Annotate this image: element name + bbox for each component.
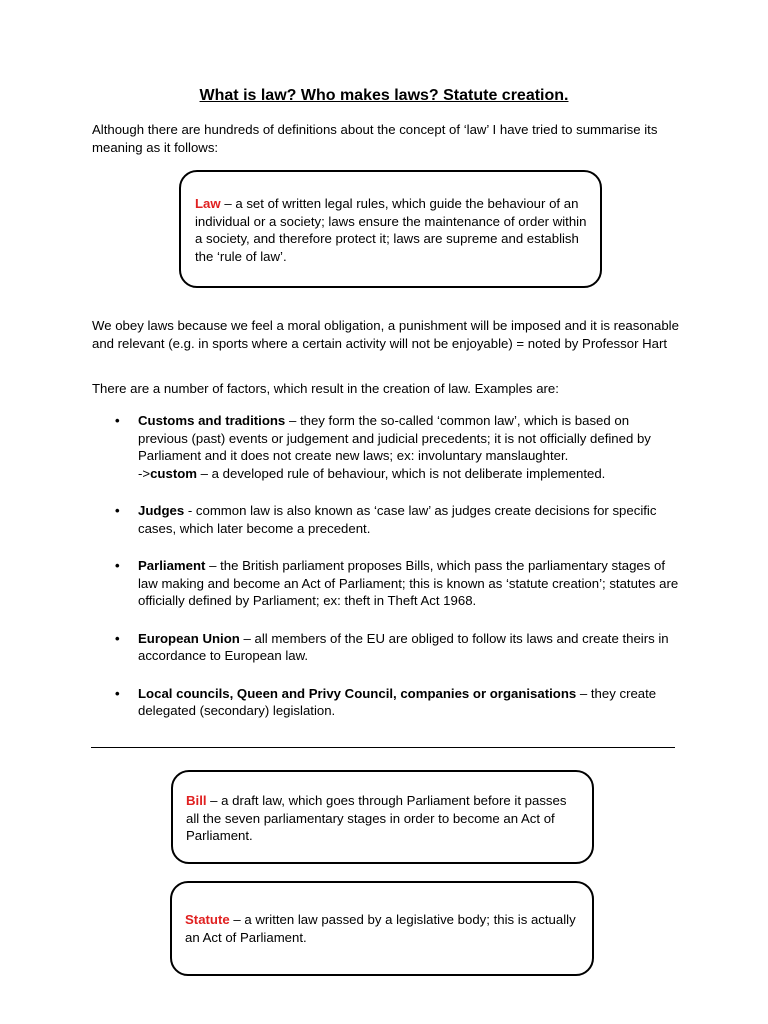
sub-heading: custom [150,465,197,481]
law-definition-box [179,170,602,288]
page-title: What is law? Who makes laws? Statute creation. [199,87,569,104]
intro-paragraph: Although there are hundreds of definitions about the concept of ‘law’ I have tried to summarise its meaning as it follows: [92,122,658,155]
obey-paragraph: We obey laws because we feel a moral obligation, a punishment will be imposed and it is reasonable and relevant (e.g. in sports where a certain activity will not be enjoyable) = noted by Professor Hart [92,318,679,351]
factor-heading: European Union [138,630,240,646]
law-definition-text [195,195,590,265]
law-definition: – a set of written legal rules, which guide the behaviour of an individual or a society; laws ensure the maintenance of order within a society, and therefore protect it; laws are supreme and establish the ‘rule of law’. [195,196,587,264]
factor-text: – they create delegated (secondary) legislation. [138,685,657,718]
bullet-icon: • [115,503,120,518]
bullet-icon: • [115,685,120,701]
bill-term: Bill [186,793,207,808]
sub-prefix: -> [138,465,151,481]
factors-list [92,412,682,740]
list-item [92,685,682,720]
sub-text: – a developed rule of behaviour, which is not deliberate implemented. [197,465,606,481]
list-item [92,412,682,482]
factor-text: – they form the so-called ‘common law’, which is based on previous (past) events or judgement and judicial precedents; it is not officially defined by Parliament and it does not create new laws; ex: involuntary manslaughter. [138,413,651,463]
statute-definition-box [170,881,594,976]
factor-heading: Judges [138,503,185,518]
factor-heading: Customs and traditions [138,413,286,428]
factor-text: – all members of the EU are obliged to follow its laws and create theirs in accordance to European law. [138,630,669,663]
section-divider [91,747,675,748]
bullet-icon: • [115,558,120,573]
statute-definition: – a written law passed by a legislative body; this is actually an Act of Parliament. [185,912,576,945]
bill-definition-text [186,792,581,845]
list-item [92,630,682,665]
list-item [92,557,682,610]
bullet-icon: • [115,630,120,646]
list-item [92,502,682,537]
bullet-icon: • [115,413,120,428]
factors-intro: There are a number of factors, which result in the creation of law. Examples are: [92,381,559,396]
statute-definition-text [185,911,580,946]
law-term: Law [195,196,221,211]
statute-term: Statute [185,912,230,927]
bill-definition-box [171,770,594,864]
factor-text: - common law is also known as ‘case law’ as judges create decisions for specific cases, which later become a precedent. [138,503,657,536]
factor-heading: Local councils, Queen and Privy Council, companies or organisations [138,685,577,701]
factor-heading: Parliament [138,558,206,573]
factor-text: – the British parliament proposes Bills, which pass the parliamentary stages of law making and become an Act of Parliament; this is known as ‘statute creation’; statutes are officially defined by Parliament; ex: theft in Theft Act 1968. [138,558,679,608]
bill-definition: – a draft law, which goes through Parliament before it passes all the seven parliamentary stages in order to become an Act of Parliament. [186,793,567,843]
